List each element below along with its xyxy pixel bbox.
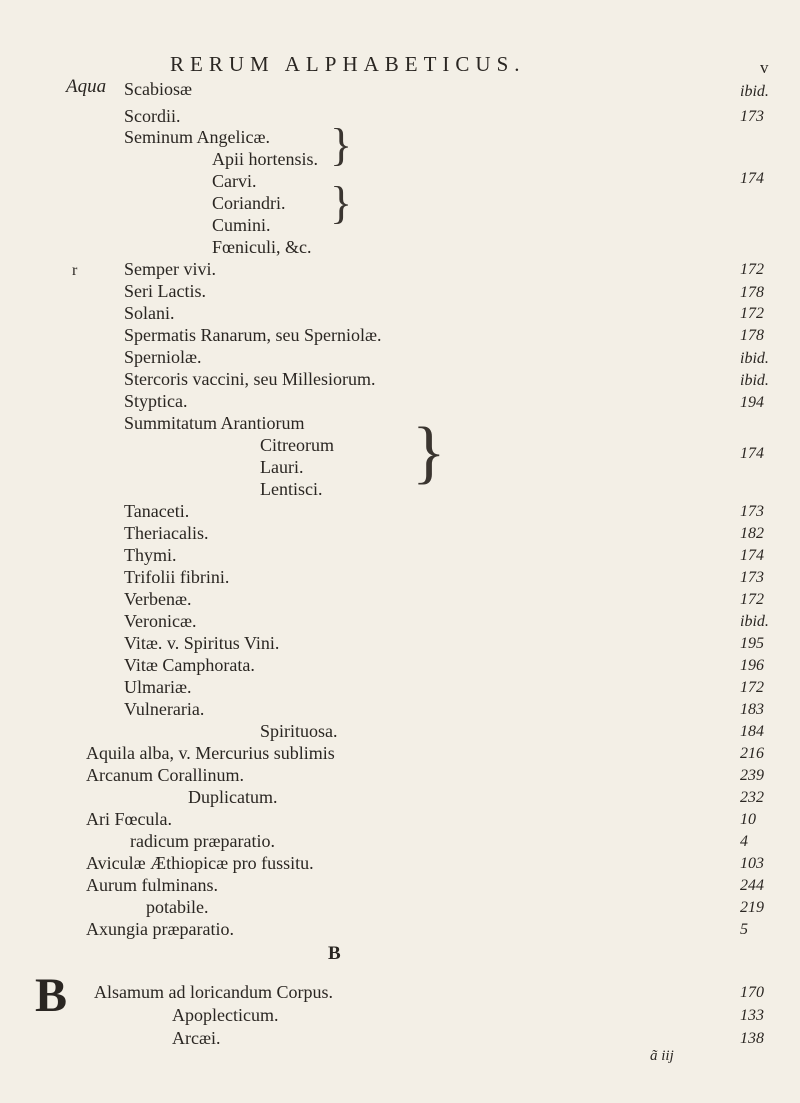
page-ref: 5 bbox=[740, 921, 748, 938]
page-ref: ibid. bbox=[740, 613, 769, 630]
page-ref: 178 bbox=[740, 327, 764, 344]
page-ref: 178 bbox=[740, 284, 764, 301]
index-entry: Thymi. bbox=[124, 545, 177, 565]
index-entry: Cumini. bbox=[212, 215, 271, 235]
page-ref: 10 bbox=[740, 811, 756, 828]
right-brace: } bbox=[330, 119, 353, 170]
index-entry: Vitæ. v. Spiritus Vini. bbox=[124, 633, 280, 653]
index-entry: Arcanum Corallinum. bbox=[86, 765, 244, 785]
index-entry: Solani. bbox=[124, 303, 175, 323]
margin-heading: Aqua bbox=[66, 76, 107, 97]
page-ref: ibid. bbox=[740, 372, 769, 389]
index-entry: Citreorum bbox=[260, 435, 334, 455]
index-entry: radicum præparatio. bbox=[130, 831, 275, 851]
drop-cap: B bbox=[35, 969, 68, 1022]
index-entry: Trifolii fibrini. bbox=[124, 567, 230, 587]
index-entry: Theriacalis. bbox=[124, 523, 209, 543]
index-entry: Aquila alba, v. Mercurius sublimis bbox=[86, 743, 335, 763]
index-entry: Aurum fulminans. bbox=[86, 875, 218, 895]
index-entry: Carvi. bbox=[212, 171, 257, 191]
index-entry: Vitæ Camphorata. bbox=[124, 655, 255, 675]
index-entry: Seri Lactis. bbox=[124, 281, 206, 301]
index-entry: Fœniculi, &c. bbox=[212, 237, 312, 257]
index-entry: Semper vivi. bbox=[124, 259, 216, 279]
index-entry: Scordii. bbox=[124, 106, 181, 126]
page-ref: 172 bbox=[740, 679, 764, 696]
page-ref: 172 bbox=[740, 305, 764, 322]
page-ref: 133 bbox=[740, 1007, 764, 1024]
signature-mark: ã iij bbox=[650, 1048, 674, 1064]
page-ref: 174 bbox=[740, 445, 764, 462]
page-ref: 183 bbox=[740, 701, 764, 718]
index-entry: Stercoris vaccini, seu Millesiorum. bbox=[124, 369, 376, 389]
index-entry: Apoplecticum. bbox=[172, 1005, 279, 1025]
index-entry: Ulmariæ. bbox=[124, 677, 192, 697]
page-ref: 173 bbox=[740, 108, 764, 125]
index-entry: Coriandri. bbox=[212, 193, 286, 213]
page-ref: 184 bbox=[740, 723, 764, 740]
page-ref: 232 bbox=[740, 789, 764, 806]
index-entry: Verbenæ. bbox=[124, 589, 192, 609]
index-entry: Apii hortensis. bbox=[212, 149, 318, 169]
index-entry: Lentisci. bbox=[260, 479, 323, 499]
index-entry: Arcæi. bbox=[172, 1028, 221, 1048]
index-entry: Duplicatum. bbox=[188, 787, 278, 807]
page-ref: 4 bbox=[740, 833, 748, 850]
index-entry: Spirituosa. bbox=[260, 721, 338, 741]
index-entry: Seminum Angelicæ. bbox=[124, 127, 270, 147]
index-entry: Aviculæ Æthiopicæ pro fussitu. bbox=[86, 853, 314, 873]
index-entry: Sperniolæ. bbox=[124, 347, 202, 367]
page-ref: 170 bbox=[740, 984, 764, 1001]
index-entry: Scabiosæ bbox=[124, 79, 193, 99]
page-ref: 174 bbox=[740, 547, 764, 564]
page-ref: 216 bbox=[740, 745, 764, 762]
index-entry: Ari Fœcula. bbox=[86, 809, 172, 829]
page-ref: 172 bbox=[740, 591, 764, 608]
right-brace: } bbox=[412, 414, 446, 491]
index-entry: Axungia præparatio. bbox=[86, 919, 234, 939]
page-ref: 138 bbox=[740, 1030, 764, 1047]
index-entry: Summitatum Arantiorum bbox=[124, 413, 305, 433]
page-ref: 219 bbox=[740, 899, 764, 916]
right-brace: } bbox=[330, 177, 353, 228]
margin-mark: r bbox=[72, 262, 78, 279]
page-ref: 195 bbox=[740, 635, 764, 652]
index-entry: Vulneraria. bbox=[124, 699, 205, 719]
index-entry: Styptica. bbox=[124, 391, 188, 411]
page-ref: 173 bbox=[740, 569, 764, 586]
index-entry: Spermatis Ranarum, seu Sperniolæ. bbox=[124, 325, 382, 345]
index-entry: Veronicæ. bbox=[124, 611, 197, 631]
running-header: RERUM ALPHABETICUS. bbox=[170, 52, 526, 76]
page-ref: 182 bbox=[740, 525, 764, 542]
page-number: v bbox=[760, 58, 769, 77]
index-entry: Tanaceti. bbox=[124, 501, 190, 521]
page-ref: 173 bbox=[740, 503, 764, 520]
page-ref: 194 bbox=[740, 394, 764, 411]
index-entry: potabile. bbox=[146, 897, 209, 917]
page-ref: 103 bbox=[740, 855, 764, 872]
page-ref: 174 bbox=[740, 170, 764, 187]
section-letter: B bbox=[328, 943, 341, 964]
page-ref: 244 bbox=[740, 877, 764, 894]
index-entry: Alsamum ad loricandum Corpus. bbox=[94, 982, 333, 1002]
index-entry: Lauri. bbox=[260, 457, 304, 477]
page-ref: ibid. bbox=[740, 350, 769, 367]
page-ref: ibid. bbox=[740, 83, 769, 100]
page-ref: 172 bbox=[740, 261, 764, 278]
page-ref: 239 bbox=[740, 767, 764, 784]
page-ref: 196 bbox=[740, 657, 764, 674]
